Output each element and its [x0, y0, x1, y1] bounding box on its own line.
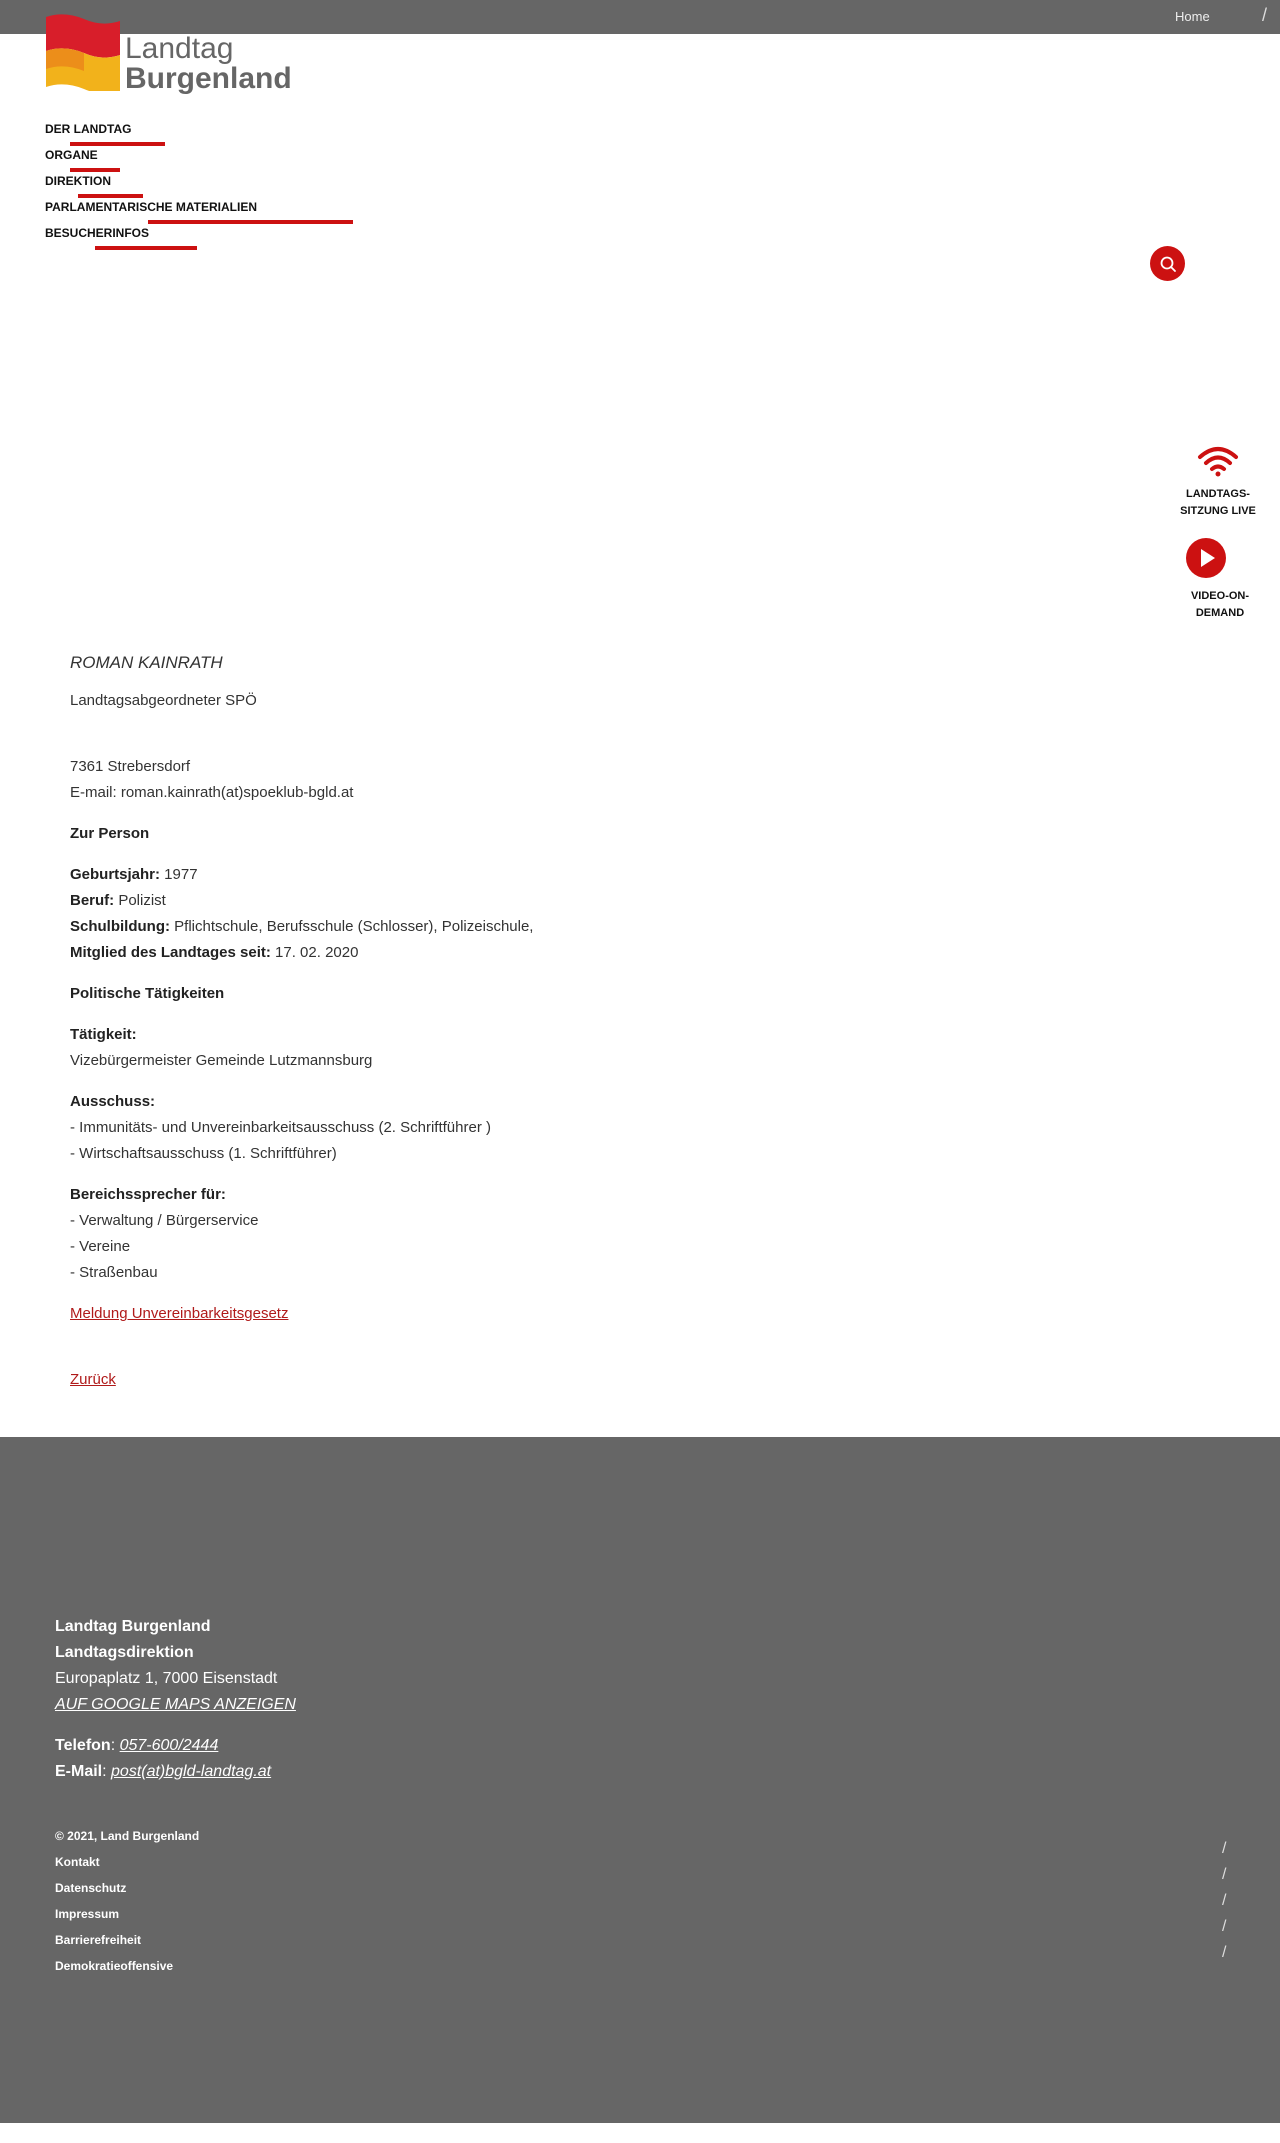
phone-link[interactable]: 057-600/2444 [119, 1737, 219, 1754]
nav-item-organe[interactable] [45, 146, 257, 172]
logo-line-1: Landtag [125, 32, 234, 65]
job-value: Polizist [114, 892, 166, 909]
committee-label: Ausschuss: [70, 1093, 156, 1110]
footer-link-impressum[interactable]: Impressum [55, 1907, 120, 1921]
email-label: E-Mail [55, 1763, 103, 1780]
top-separator: / [1262, 5, 1268, 25]
site-footer [0, 1437, 1280, 2123]
live-session-link[interactable] [1168, 445, 1268, 520]
birth-row [70, 862, 970, 888]
live-label-line-2: SITZUNG LIVE [1180, 505, 1256, 517]
section-zur-person: Zur Person [70, 825, 150, 842]
landtag-logo[interactable] [44, 11, 292, 101]
copyright: © 2021, Land Burgenland [55, 1829, 200, 1843]
live-label-line-1: LANDTAGS- [1186, 488, 1250, 500]
footer-street: Europaplatz 1, 7000 Eisenstadt [55, 1670, 278, 1687]
footer-separator: / [1222, 1944, 1227, 1961]
search-icon [1159, 255, 1177, 273]
vod-label [1170, 588, 1270, 622]
flag-logo-icon [44, 11, 122, 91]
member-since-label: Mitglied des Landtages seit: [70, 944, 271, 961]
google-maps-link[interactable]: AUF GOOGLE MAPS ANZEIGEN [55, 1696, 296, 1713]
footer-separator: / [1222, 1918, 1227, 1935]
logo-line-2: Burgenland [125, 62, 292, 95]
back-link[interactable]: Zurück [70, 1371, 116, 1388]
phone-label: Telefon [55, 1737, 111, 1754]
footer-separator: / [1222, 1840, 1227, 1857]
school-value: Pflichtschule, Berufsschule (Schlosser), Polizeischule, [169, 918, 534, 935]
nav-item-direktion[interactable] [45, 172, 257, 198]
live-label [1168, 486, 1268, 520]
search-button[interactable] [1150, 246, 1185, 281]
footer-separator: / [1222, 1866, 1227, 1883]
nav-label: PARLAMENTARISCHE MATERIALIEN [45, 200, 257, 214]
member-city: 7361 Strebersdorf [70, 758, 191, 775]
spokesperson-label: Bereichssprecher für: [70, 1186, 226, 1203]
member-role: Landtagsabgeordneter SPÖ [70, 692, 257, 709]
nav-item-der-landtag[interactable] [45, 120, 257, 146]
spokesperson-item: - Vereine [70, 1238, 131, 1255]
main-navigation [45, 120, 257, 250]
nav-label: BESUCHERINFOS [45, 226, 150, 240]
nav-item-besucherinfos[interactable] [45, 224, 257, 250]
play-icon [1185, 537, 1227, 579]
footer-link-barrierefreiheit[interactable]: Barrierefreiheit [55, 1933, 142, 1947]
nav-label: DIREKTION [45, 174, 111, 188]
video-on-demand-link[interactable] [1170, 537, 1270, 622]
nav-label: ORGANE [45, 148, 98, 162]
committee-item: - Wirtschaftsausschuss (1. Schriftführer) [70, 1145, 337, 1162]
footer-address: Landtag Burgenland Landtagsdirektion Europaplatz 1, 7000 Eisenstadt AUF GOOGLE MAPS ANZEIGEN Telefon: 057-600/2444 E-Mail: post(at)bgld-landtag.at [55, 1618, 296, 1780]
incompatibility-report-link[interactable]: Meldung Unvereinbarkeitsgesetz [70, 1305, 289, 1322]
footer-separators [1222, 1836, 1226, 1966]
job-label: Beruf: [70, 892, 115, 909]
section-political: Politische Tätigkeiten [70, 985, 225, 1002]
footer-org-1: Landtag Burgenland [55, 1618, 211, 1635]
nav-underline [95, 246, 197, 250]
email-link[interactable]: post(at)bgld-landtag.at [111, 1763, 272, 1780]
footer-link-demokratieoffensive[interactable]: Demokratieoffensive [55, 1959, 174, 1973]
activity-value: Vizebürgermeister Gemeinde Lutzmannsburg [70, 1052, 373, 1069]
school-label: Schulbildung: [70, 918, 170, 935]
vod-label-line-1: VIDEO-ON- [1190, 590, 1250, 602]
home-link[interactable]: Home [1175, 9, 1210, 24]
nav-label: DER LANDTAG [45, 122, 132, 136]
spokesperson-item: - Straßenbau [70, 1264, 158, 1281]
wifi-icon [1196, 445, 1240, 477]
member-name: ROMAN KAINRATH [70, 653, 223, 672]
footer-separator: / [1222, 1892, 1227, 1909]
job-row [70, 888, 970, 914]
activity-label: Tätigkeit: [70, 1026, 137, 1043]
school-row [70, 914, 970, 940]
birth-value: 1977 [160, 866, 198, 883]
nav-item-parlamentarische-materialien[interactable] [45, 198, 257, 224]
footer-links [55, 1823, 199, 1979]
birth-label: Geburtsjahr: [70, 866, 161, 883]
member-profile [70, 650, 970, 1393]
footer-link-kontakt[interactable]: Kontakt [55, 1855, 100, 1869]
spokesperson-item: - Verwaltung / Bürgerservice [70, 1212, 259, 1229]
committee-item: - Immunitäts- und Unvereinbarkeitsausschuss (2. Schriftführer ) [70, 1119, 491, 1136]
vod-label-line-2: DEMAND [1195, 607, 1245, 619]
member-since-row [70, 940, 970, 966]
member-email: E-mail: roman.kainrath(at)spoeklub-bgld.at [70, 784, 354, 801]
footer-link-datenschutz[interactable]: Datenschutz [55, 1881, 127, 1895]
footer-org-2: Landtagsdirektion [55, 1644, 194, 1661]
member-since-value: 17. 02. 2020 [270, 944, 359, 961]
